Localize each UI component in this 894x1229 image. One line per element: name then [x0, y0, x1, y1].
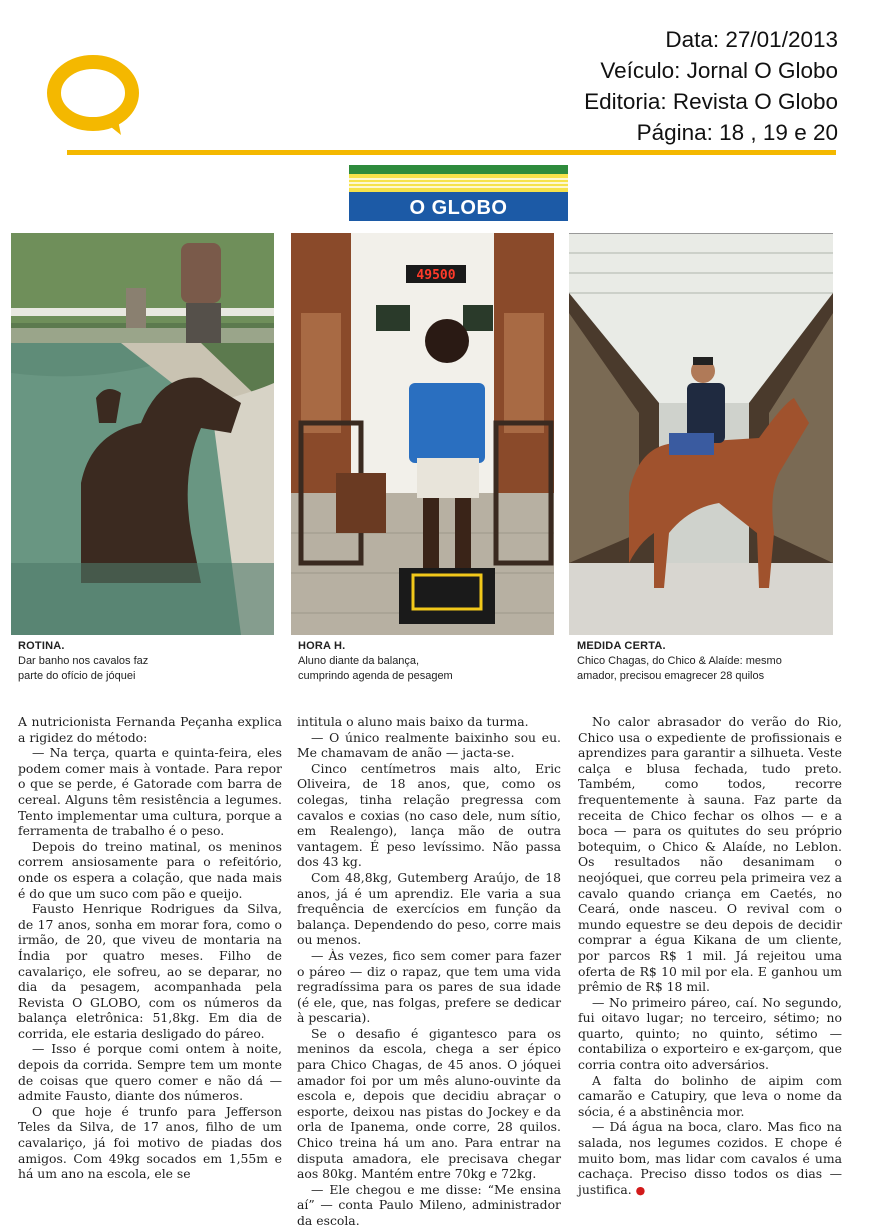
caption-title: ROTINA. — [18, 640, 65, 652]
o-globo-masthead — [349, 165, 568, 221]
article-paragraph: Se o desafio é gigantesco para os meninos da escola, chega a ser épico para Chico Chagas, de 45 anos. O jóquei amador foi por um mês aluno-ouvinte da escola e, depois que decidiu abraçar o esporte, deixou nas pistas do Jockey e da orla de Ipanema, onde corre, 28 quilos. Chico treina há um ano. Para entrar na disputa amadora, ele precisava chegar aos 80kg. Mantém entre 70kg e 72kg. — [297, 1025, 561, 1182]
end-mark-icon: ● — [635, 1183, 646, 1197]
article-paragraph: No calor abrasador do verão do Rio, Chico usa o expediente de profissionais e aprendizes para garantir a silhueta. Veste calça e blusa fechada, tudo preto. Também, como todos, recorre frequentemente à sauna. Faz parte da receita de Chico fechar os olhos — e a boca — para os quitutes do seu próprio botequim, o Chico & Alaíde, no Leblon. Os resultados não desanimam o neojóquei, que correu pela primeira vez a cavalo quando criança em Caetés, no Ceará, onde nasceu. O revival com o mundo equestre se deu depois de decidir comprar a égua Kikana de um cliente, por parcos R$ 1 mil. Já rejeitou uma oferta de R$ 10 mil por ela. E ganhou um prêmio de R$ 18 mil. — [578, 714, 842, 995]
caption-line: Chico Chagas, do Chico & Alaíde: mesmo — [577, 655, 782, 667]
caption-line: cumprindo agenda de pesagem — [298, 670, 453, 682]
article-paragraph: A nutricionista Fernanda Peçanha explica a rigidez do método: — [18, 714, 282, 745]
clipping-date: Data: 27/01/2013 — [665, 27, 838, 52]
photo-jockey-on-horse — [569, 233, 833, 635]
article-paragraph: intitula o aluno mais baixo da turma. — [297, 714, 529, 729]
article-column-3 — [578, 714, 842, 1198]
article-paragraph: — Na terça, quarta e quinta-feira, eles podem comer mais à vontade. Para repor o que se perde, é Gatorade com barra de cereal. Alguns têm resistência a legumes. Tento implementar uma cultura, porque a ferramenta de trabalho é o peso. — [18, 745, 282, 839]
caption-title: MEDIDA CERTA. — [577, 640, 666, 652]
caption-line: amador, precisou emagrecer 28 quilos — [577, 670, 765, 682]
article-paragraph: — No primeiro páreo, caí. No segundo, fui oitavo lugar; no terceiro, sétimo; no quarto, quinto; no quinto, sétimo — contabiliza o exporteiro e ex-garçom, que corria contra oito adversários. — [578, 994, 842, 1073]
clipping-vehicle: Veículo: Jornal O Globo — [600, 58, 838, 83]
masthead-title: O GLOBO — [409, 197, 508, 219]
photo-horse-bath — [11, 233, 274, 635]
article-paragraph: Cinco centímetros mais alto, Eric Oliveira, de 18 anos, que, como os colegas, tinha relação pregressa com cavalos e coxias (no caso dele, num sítio, em Realengo), lança mão de outra vantagem. É peso levíssimo. Não passa dos 43 kg. — [297, 760, 561, 870]
article-paragraph — [578, 1119, 842, 1198]
article-paragraph-text: — Dá água na boca, claro. Mas fico na salada, nos legumes cozidos. E chope é muito bom, mas lidar com cavalos é uma cachaça. Preciso disso todos os dias — justifica. — [578, 1119, 842, 1197]
clipping-metadata — [584, 24, 838, 148]
clipping-section: Editoria: Revista O Globo — [584, 89, 838, 114]
photo-caption-1 — [18, 639, 283, 684]
photo-caption-2 — [298, 639, 563, 684]
article-paragraph: Depois do treino matinal, os meninos correm ansiosamente para o refeitório, onde os espera a colação, que nada mais é do que um suco com pão e queijo. — [18, 838, 282, 901]
caption-line: Aluno diante da balança, — [298, 655, 420, 667]
clipping-pages: Página: 18 , 19 e 20 — [636, 120, 838, 145]
article-paragraph: A falta do bolinho de aipim com camarão e Catupiry, que leva o nome da sócia, é a abstinência mor. — [578, 1072, 842, 1119]
photo-weighing-scale — [291, 233, 554, 635]
article-column-2 — [297, 714, 561, 1229]
article-paragraph: Com 48,8kg, Gutemberg Araújo, de 18 anos, já é um aprendiz. Ele varia a sua frequência de exercícios em função da balança. Dependendo do peso, corre mais ou menos. — [297, 869, 561, 948]
o-globo-logo-icon — [47, 55, 140, 138]
article-paragraph: — Isso é porque comi ontem à noite, depois da corrida. Sempre tem um monte de coisas que quero comer e não dá — admite Fausto, diante dos números. — [18, 1041, 282, 1104]
article-paragraph: Fausto Henrique Rodrigues da Silva, de 17 anos, sonha em morar fora, como o irmão, de 20, que viveu de montaria na Índia por quatro meses. Filho de cavalariço, ele sofreu, ao se deparar, no dia da pesagem, acompanhada pela Revista O GLOBO, com os números da balança eletrônica: 51,8kg. Em dia de corrida, ele estaria desligado do páreo. — [18, 901, 282, 1041]
photo-caption-3 — [577, 639, 842, 684]
scale-display-readout: 49500 — [416, 268, 456, 283]
caption-line: parte do ofício de jóquei — [18, 670, 136, 682]
article-paragraph: — O único realmente baixinho sou eu. Me chamavam de anão — jacta-se. — [297, 729, 561, 761]
article-paragraph: O que hoje é trunfo para Jefferson Teles da Silva, de 17 anos, filho de um cavalariço, já foi motivo de piadas dos amigos. Com 49kg socados em 1,55m e há um ano na escola, ele se — [18, 1103, 282, 1182]
article-column-1 — [18, 714, 282, 1182]
article-paragraph: — Às vezes, fico sem comer para fazer o páreo — diz o rapaz, que tem uma vida regradíssima para os pares de sua idade (é ele, que, nas folgas, prefere se dedicar à pescaria). — [297, 947, 561, 1026]
caption-title: HORA H. — [298, 640, 346, 652]
header-divider — [67, 150, 836, 155]
caption-line: Dar banho nos cavalos faz — [18, 655, 149, 667]
article-paragraph: — Ele chegou e me disse: “Me ensina aí” — conta Paulo Mileno, administrador da escola. — [297, 1181, 561, 1228]
